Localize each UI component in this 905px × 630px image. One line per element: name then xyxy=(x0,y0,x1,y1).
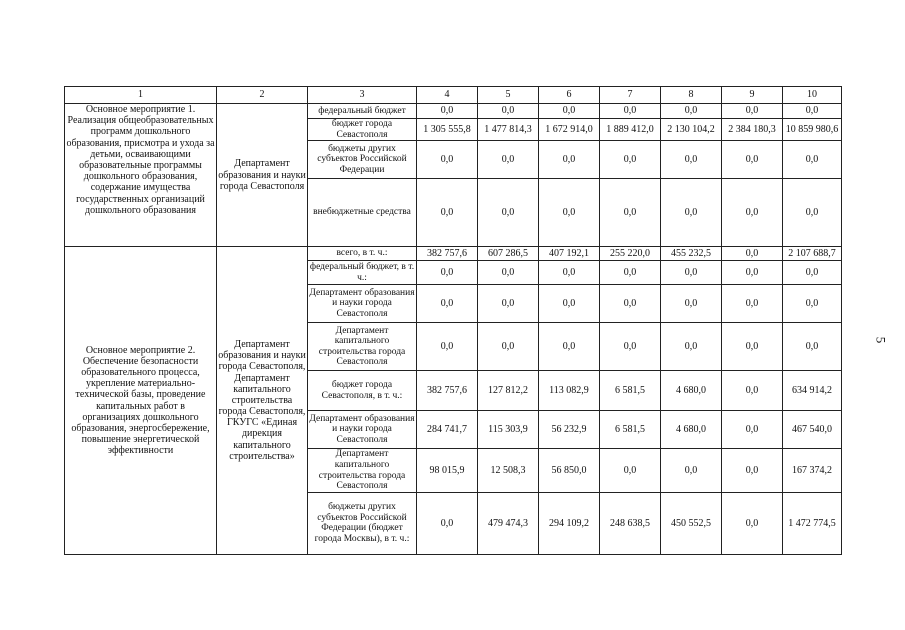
value-cell: 12 508,3 xyxy=(478,449,539,493)
value-cell: 4 680,0 xyxy=(661,371,722,411)
value-cell: 0,0 xyxy=(539,285,600,323)
funding-source-cell: Департамент капитального строительства города Севастополя xyxy=(308,323,417,371)
funding-source-cell: федеральный бюджет, в т. ч.: xyxy=(308,261,417,285)
value-cell: 0,0 xyxy=(539,104,600,119)
budget-table xyxy=(64,86,842,555)
column-header: 5 xyxy=(478,87,539,104)
value-cell: 0,0 xyxy=(539,323,600,371)
value-cell: 467 540,0 xyxy=(783,411,842,449)
value-cell: 113 082,9 xyxy=(539,371,600,411)
value-cell: 0,0 xyxy=(661,285,722,323)
activity-cell: Основное мероприятие 2. Обеспечение безопасности образовательного процесса, укрепление материально-технической базы, проведение капитальных работ в организациях дошкольного образования, энергосбережение, повышение энергетической эффективности xyxy=(65,247,217,555)
value-cell: 0,0 xyxy=(417,261,478,285)
value-cell: 0,0 xyxy=(539,179,600,247)
value-cell: 0,0 xyxy=(722,247,783,261)
value-cell: 10 859 980,6 xyxy=(783,119,842,141)
value-cell: 0,0 xyxy=(722,141,783,179)
value-cell: 0,0 xyxy=(722,179,783,247)
funding-source-cell: бюджеты других субъектов Российской Федерации xyxy=(308,141,417,179)
funding-source-cell: бюджет города Севастополя xyxy=(308,119,417,141)
value-cell: 0,0 xyxy=(661,179,722,247)
funding-source-cell: всего, в т. ч.: xyxy=(308,247,417,261)
column-header: 6 xyxy=(539,87,600,104)
value-cell: 0,0 xyxy=(600,261,661,285)
funding-source-cell: бюджеты других субъектов Российской Федерации (бюджет города Москвы), в т. ч.: xyxy=(308,492,417,554)
value-cell: 284 741,7 xyxy=(417,411,478,449)
value-cell: 0,0 xyxy=(783,285,842,323)
value-cell: 0,0 xyxy=(539,261,600,285)
value-cell: 56 850,0 xyxy=(539,449,600,493)
value-cell: 0,0 xyxy=(539,141,600,179)
funding-source-cell: федеральный бюджет xyxy=(308,104,417,119)
value-cell: 455 232,5 xyxy=(661,247,722,261)
value-cell: 382 757,6 xyxy=(417,247,478,261)
value-cell: 0,0 xyxy=(722,285,783,323)
value-cell: 1 889 412,0 xyxy=(600,119,661,141)
value-cell: 0,0 xyxy=(600,179,661,247)
value-cell: 0,0 xyxy=(661,323,722,371)
funding-source-cell: Департамент капитального строительства города Севастополя xyxy=(308,449,417,493)
executor-cell: Департамент образования и науки города Севастополя xyxy=(217,104,308,247)
executor-cell: Департамент образования и науки города Севастополя, Департамент капитального строительства города Севастополя, ГКУГС «Единая дирекция капитального строительства» xyxy=(217,247,308,555)
value-cell: 0,0 xyxy=(600,141,661,179)
value-cell: 0,0 xyxy=(417,492,478,554)
value-cell: 0,0 xyxy=(478,141,539,179)
value-cell: 6 581,5 xyxy=(600,411,661,449)
value-cell: 115 303,9 xyxy=(478,411,539,449)
value-cell: 255 220,0 xyxy=(600,247,661,261)
value-cell: 127 812,2 xyxy=(478,371,539,411)
value-cell: 0,0 xyxy=(722,104,783,119)
value-cell: 407 192,1 xyxy=(539,247,600,261)
value-cell: 6 581,5 xyxy=(600,371,661,411)
value-cell: 0,0 xyxy=(600,449,661,493)
value-cell: 0,0 xyxy=(478,285,539,323)
value-cell: 0,0 xyxy=(417,179,478,247)
value-cell: 0,0 xyxy=(600,323,661,371)
value-cell: 0,0 xyxy=(661,104,722,119)
value-cell: 0,0 xyxy=(783,141,842,179)
column-header: 9 xyxy=(722,87,783,104)
column-header: 7 xyxy=(600,87,661,104)
value-cell: 0,0 xyxy=(661,141,722,179)
column-header: 2 xyxy=(217,87,308,104)
value-cell: 0,0 xyxy=(783,104,842,119)
value-cell: 0,0 xyxy=(417,141,478,179)
funding-source-cell: бюджет города Севастополя, в т. ч.: xyxy=(308,371,417,411)
value-cell: 607 286,5 xyxy=(478,247,539,261)
value-cell: 0,0 xyxy=(478,104,539,119)
value-cell: 0,0 xyxy=(783,179,842,247)
value-cell: 634 914,2 xyxy=(783,371,842,411)
column-header: 3 xyxy=(308,87,417,104)
funding-source-cell: Департамент образования и науки города Севастополя xyxy=(308,411,417,449)
value-cell: 0,0 xyxy=(661,261,722,285)
column-header: 10 xyxy=(783,87,842,104)
value-cell: 1 472 774,5 xyxy=(783,492,842,554)
column-header: 1 xyxy=(65,87,217,104)
value-cell: 1 672 914,0 xyxy=(539,119,600,141)
value-cell: 0,0 xyxy=(600,104,661,119)
value-cell: 0,0 xyxy=(722,492,783,554)
value-cell: 248 638,5 xyxy=(600,492,661,554)
value-cell: 0,0 xyxy=(417,104,478,119)
column-header: 8 xyxy=(661,87,722,104)
value-cell: 1 305 555,8 xyxy=(417,119,478,141)
value-cell: 0,0 xyxy=(661,449,722,493)
activity-cell: Основное мероприятие 1. Реализация общеобразовательных программ дошкольного образования, присмотра и ухода за детьми, осваивающими образовательные программы дошкольного образования, содержание имущества государственных организаций дошкольного образования xyxy=(65,104,217,247)
value-cell: 0,0 xyxy=(600,285,661,323)
value-cell: 0,0 xyxy=(478,323,539,371)
value-cell: 0,0 xyxy=(722,323,783,371)
value-cell: 98 015,9 xyxy=(417,449,478,493)
value-cell: 450 552,5 xyxy=(661,492,722,554)
value-cell: 0,0 xyxy=(722,261,783,285)
value-cell: 1 477 814,3 xyxy=(478,119,539,141)
value-cell: 0,0 xyxy=(722,411,783,449)
page-number: 5 xyxy=(873,336,889,344)
table-row xyxy=(65,247,842,261)
value-cell: 479 474,3 xyxy=(478,492,539,554)
value-cell: 167 374,2 xyxy=(783,449,842,493)
table-row xyxy=(65,104,842,119)
value-cell: 0,0 xyxy=(722,449,783,493)
value-cell: 0,0 xyxy=(783,323,842,371)
value-cell: 0,0 xyxy=(478,261,539,285)
value-cell: 2 384 180,3 xyxy=(722,119,783,141)
header-row xyxy=(65,87,842,104)
funding-source-cell: Департамент образования и науки города Севастополя xyxy=(308,285,417,323)
value-cell: 2 107 688,7 xyxy=(783,247,842,261)
value-cell: 0,0 xyxy=(722,371,783,411)
funding-source-cell: внебюджетные средства xyxy=(308,179,417,247)
value-cell: 0,0 xyxy=(417,323,478,371)
value-cell: 0,0 xyxy=(417,285,478,323)
value-cell: 2 130 104,2 xyxy=(661,119,722,141)
value-cell: 4 680,0 xyxy=(661,411,722,449)
value-cell: 382 757,6 xyxy=(417,371,478,411)
value-cell: 56 232,9 xyxy=(539,411,600,449)
value-cell: 294 109,2 xyxy=(539,492,600,554)
column-header: 4 xyxy=(417,87,478,104)
table-body xyxy=(65,104,842,555)
value-cell: 0,0 xyxy=(783,261,842,285)
value-cell: 0,0 xyxy=(478,179,539,247)
